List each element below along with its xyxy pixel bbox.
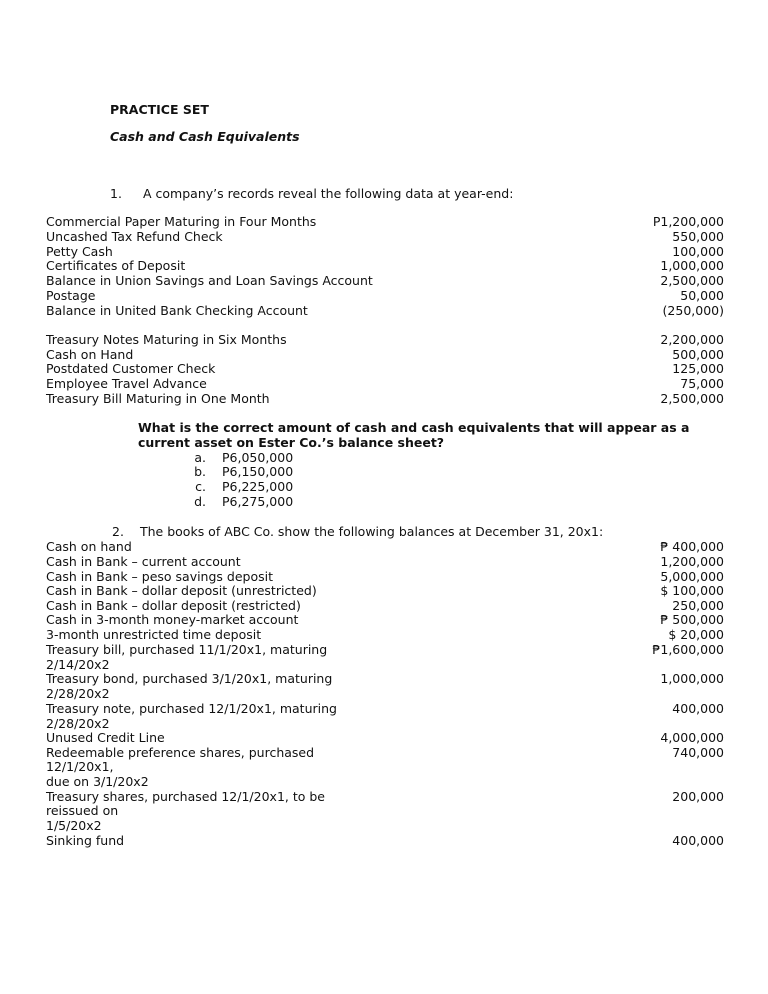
- list-item-label: Sinking fund: [46, 833, 125, 848]
- list-item-label: Balance in United Bank Checking Account: [46, 303, 308, 318]
- list-item-label: Cash in Bank – current account: [46, 554, 241, 569]
- list-item-amount: 125,000: [672, 361, 724, 376]
- list-item-label: 2/28/20x2: [46, 716, 110, 731]
- choice-value: P6,225,000: [222, 479, 294, 494]
- list-item-label: Treasury shares, purchased 12/1/20x1, to be: [46, 789, 325, 804]
- list-item-label: Cash in Bank – dollar deposit (restricted): [46, 598, 301, 613]
- problem-1-question-cont: current asset on Ester Co.’s balance sheet?: [138, 435, 445, 450]
- list-item-amount: 50,000: [680, 288, 724, 303]
- list-item-amount: $ 20,000: [668, 627, 724, 642]
- list-item-amount: 1,000,000: [660, 258, 724, 273]
- problem-1-intro: A company’s records reveal the following data at year-end:: [143, 186, 514, 201]
- list-item-label: Petty Cash: [46, 244, 113, 259]
- list-item-label: Commercial Paper Maturing in Four Months: [46, 214, 317, 229]
- list-item-amount: $ 100,000: [660, 583, 724, 598]
- list-item-amount: 2,500,000: [660, 391, 724, 406]
- list-item-amount: ₱1,600,000: [652, 642, 724, 657]
- list-item-amount: 4,000,000: [660, 730, 724, 745]
- page-title: PRACTICE SET: [110, 102, 209, 117]
- list-item-label: due on 3/1/20x2: [46, 774, 149, 789]
- list-item-amount: 400,000: [672, 833, 724, 848]
- list-item-label: Postage: [46, 288, 96, 303]
- list-item-label: Cash in Bank – dollar deposit (unrestricted): [46, 583, 317, 598]
- list-item-amount: 200,000: [672, 789, 724, 804]
- list-item-label: 2/28/20x2: [46, 686, 110, 701]
- list-item-label: Cash in Bank – peso savings deposit: [46, 569, 273, 584]
- list-item-label: Postdated Customer Check: [46, 361, 216, 376]
- choice-value: P6,150,000: [222, 464, 294, 479]
- list-item-amount: ₱ 400,000: [660, 539, 724, 554]
- choice-letter: a.: [194, 450, 206, 465]
- list-item-label: Balance in Union Savings and Loan Savings Account: [46, 273, 373, 288]
- list-item-amount: (250,000): [662, 303, 724, 318]
- list-item-amount: 250,000: [672, 598, 724, 613]
- list-item-label: 1/5/20x2: [46, 818, 102, 833]
- choice-value: P6,275,000: [222, 494, 294, 509]
- page-subtitle: Cash and Cash Equivalents: [110, 129, 300, 144]
- choice-letter: b.: [194, 464, 206, 479]
- list-item-label: 3-month unrestricted time deposit: [46, 627, 262, 642]
- list-item-label: Cash in 3-month money-market account: [46, 612, 299, 627]
- list-item-label: reissued on: [46, 803, 119, 818]
- list-item-amount: ₱ 500,000: [660, 612, 724, 627]
- list-item-label: Treasury Notes Maturing in Six Months: [46, 332, 287, 347]
- list-item-amount: 550,000: [672, 229, 724, 244]
- list-item-amount: 100,000: [672, 244, 724, 259]
- list-item-amount: 1,200,000: [660, 554, 724, 569]
- choice-value: P6,050,000: [222, 450, 294, 465]
- list-item-label: Cash on Hand: [46, 347, 134, 362]
- list-item-label: Certificates of Deposit: [46, 258, 186, 273]
- list-item-label: 12/1/20x1,: [46, 759, 114, 774]
- choice-letter: c.: [195, 479, 206, 494]
- list-item-label: Employee Travel Advance: [46, 376, 207, 391]
- list-item-amount: 5,000,000: [660, 569, 724, 584]
- problem-1-number: 1.: [110, 186, 122, 201]
- list-item-amount: 75,000: [680, 376, 724, 391]
- list-item-amount: P1,200,000: [652, 214, 724, 229]
- list-item-label: 2/14/20x2: [46, 657, 110, 672]
- list-item-label: Redeemable preference shares, purchased: [46, 745, 315, 760]
- list-item-label: Cash on hand: [46, 539, 132, 554]
- list-item-amount: 400,000: [672, 701, 724, 716]
- list-item-amount: 500,000: [672, 347, 724, 362]
- list-item-label: Treasury note, purchased 12/1/20x1, maturing: [46, 701, 337, 716]
- problem-1-question: What is the correct amount of cash and cash equivalents that will appear as a: [138, 420, 690, 435]
- list-item-label: Treasury bond, purchased 3/1/20x1, maturing: [46, 671, 333, 686]
- list-item-label: Treasury bill, purchased 11/1/20x1, maturing: [46, 642, 328, 657]
- choice-letter: d.: [194, 494, 206, 509]
- list-item-amount: 2,200,000: [660, 332, 724, 347]
- problem-2-intro: The books of ABC Co. show the following balances at December 31, 20x1:: [140, 524, 604, 539]
- list-item-label: Uncashed Tax Refund Check: [46, 229, 223, 244]
- problem-2-number: 2.: [112, 524, 124, 539]
- list-item-label: Unused Credit Line: [46, 730, 165, 745]
- list-item-label: Treasury Bill Maturing in One Month: [46, 391, 270, 406]
- list-item-amount: 2,500,000: [660, 273, 724, 288]
- list-item-amount: 740,000: [672, 745, 724, 760]
- list-item-amount: 1,000,000: [660, 671, 724, 686]
